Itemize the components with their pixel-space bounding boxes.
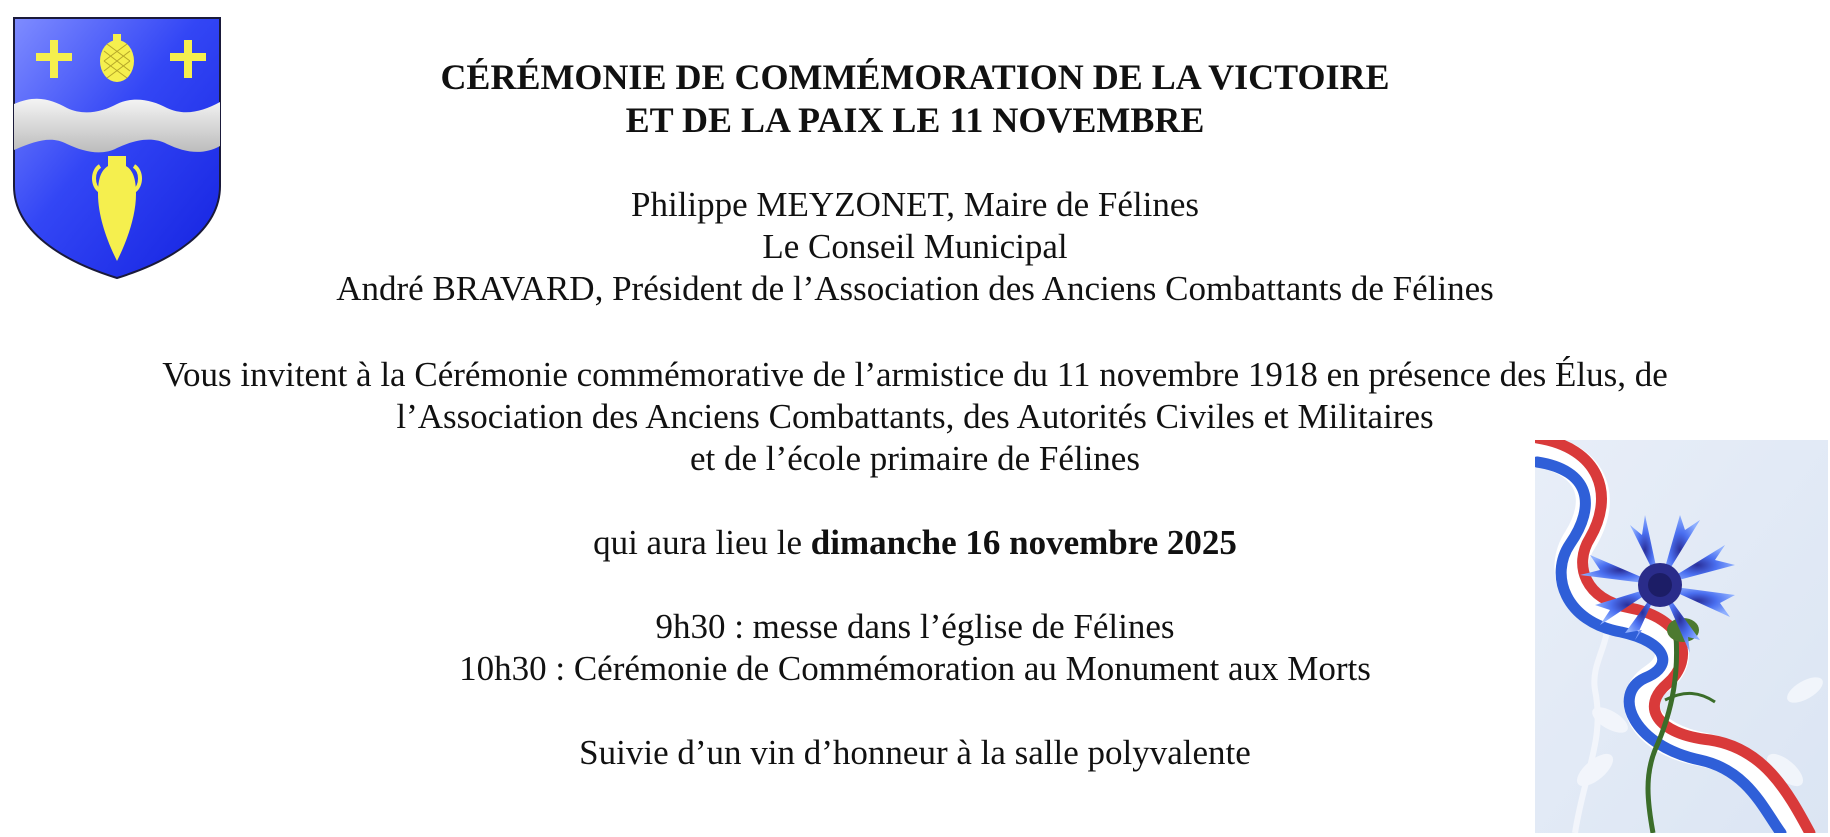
cornflower-ribbon-image (1535, 440, 1828, 833)
schedule-item-ceremony: 10h30 : Cérémonie de Commémoration au Monument aux Morts (459, 649, 1371, 688)
title-line-2: ET DE LA PAIX LE 11 NOVEMBRE (625, 100, 1205, 140)
invitation-line-1: Vous invitent à la Cérémonie commémorative de l’armistice du 11 novembre 1918 en présence des Élus, de (162, 355, 1668, 394)
invitation-line-2: l’Association des Anciens Combattants, des Autorités Civiles et Militaires (396, 397, 1434, 436)
event-date: dimanche 16 novembre 2025 (810, 523, 1237, 562)
host-council: Le Conseil Municipal (762, 227, 1068, 266)
closing-line: Suivie d’un vin d’honneur à la salle polyvalente (579, 733, 1251, 772)
title-line-1: CÉRÉMONIE DE COMMÉMORATION DE LA VICTOIRE (440, 57, 1390, 97)
host-mayor: Philippe MEYZONET, Maire de Félines (631, 185, 1199, 224)
invitation-line-3: et de l’école primaire de Félines (690, 439, 1140, 478)
schedule-item-mass: 9h30 : messe dans l’église de Félines (655, 607, 1175, 646)
event-date-prefix: qui aura lieu le (593, 523, 811, 562)
host-association-president: André BRAVARD, Président de l’Association des Anciens Combattants de Félines (336, 269, 1494, 308)
